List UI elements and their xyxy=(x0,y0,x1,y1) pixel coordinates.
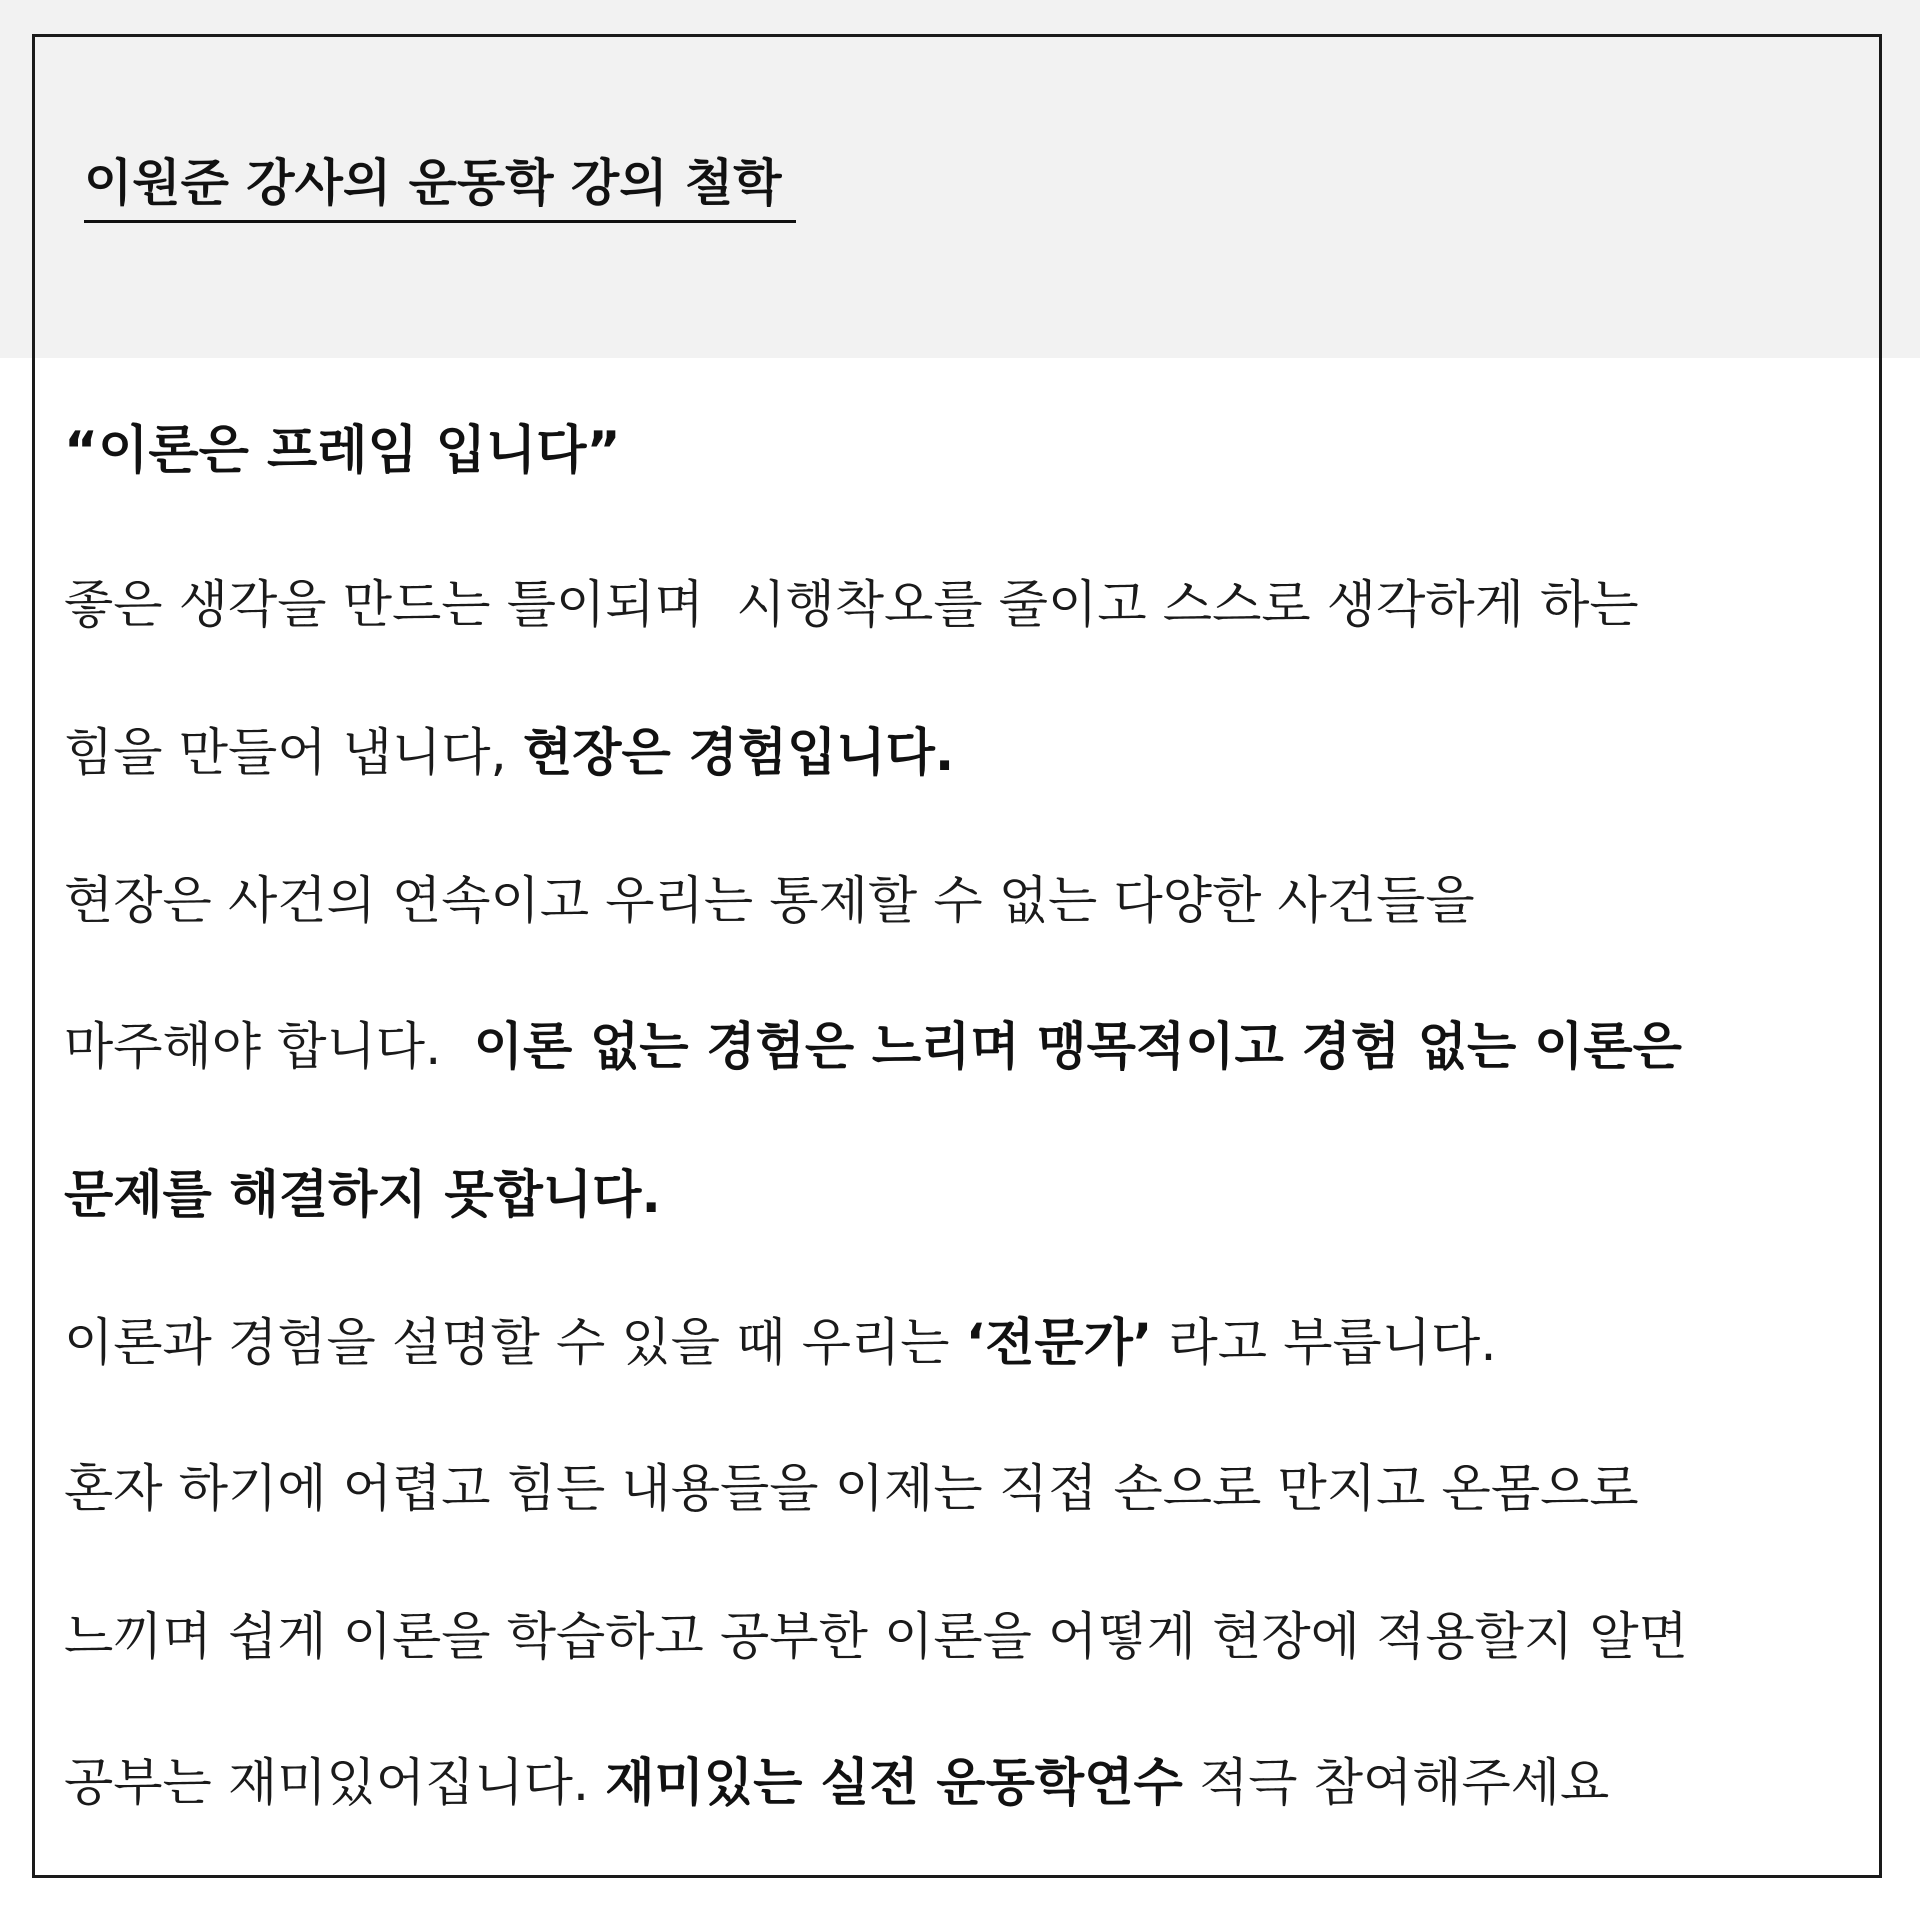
line-5-emphasis: 문제를 해결하지 못합니다. xyxy=(64,1166,661,1225)
paragraph-line-9 xyxy=(64,1754,1610,1813)
paragraph-line-1 xyxy=(64,576,1639,635)
paragraph-line-7 xyxy=(64,1460,1639,1519)
paragraph-line-3 xyxy=(64,872,1475,931)
line-4-emphasis: 이론 없는 경험은 느리며 맹목적이고 경험 없는 이론은 xyxy=(473,1018,1682,1077)
content-frame xyxy=(32,34,1882,1878)
paragraph-line-2 xyxy=(64,724,955,783)
line-1-text: 좋은 생각을 만드는 틀이되며 시행착오를 줄이고 스스로 생각하게 하는 xyxy=(64,576,1639,635)
line-8-text: 느끼며 쉽게 이론을 학습하고 공부한 이론을 어떻게 현장에 적용할지 알면 xyxy=(64,1608,1688,1667)
line-7-text: 혼자 하기에 어렵고 힘든 내용들을 이제는 직접 손으로 만지고 온몸으로 xyxy=(64,1460,1639,1519)
paragraph-line-5 xyxy=(64,1166,661,1225)
line-6-emphasis: ‘전문가’ xyxy=(965,1314,1153,1373)
line-6-text-b: 라고 부릅니다. xyxy=(1152,1314,1497,1373)
line-6-text-a: 이론과 경험을 설명할 수 있을 때 우리는 xyxy=(64,1314,966,1373)
quote-heading: “이론은 프레임 입니다” xyxy=(64,421,621,481)
line-9-text-a: 공부는 재미있어집니다. xyxy=(64,1754,606,1813)
line-9-text-b: 적극 참여해주세요 xyxy=(1182,1754,1610,1813)
paragraph-line-4 xyxy=(64,1018,1682,1077)
line-2-emphasis: 현장은 경험입니다. xyxy=(522,724,955,783)
line-4-text: 마주해야 합니다. xyxy=(64,1018,474,1077)
paragraph-line-6 xyxy=(64,1314,1497,1373)
page-title: 이원준 강사의 운동학 강의 철학 xyxy=(84,158,796,223)
line-9-emphasis: 재미있는 실전 운동학연수 xyxy=(605,1754,1183,1813)
line-3-text: 현장은 사건의 연속이고 우리는 통제할 수 없는 다양한 사건들을 xyxy=(64,872,1475,931)
paragraph-line-8 xyxy=(64,1608,1688,1667)
line-2-text: 힘을 만들어 냅니다, xyxy=(64,724,523,783)
